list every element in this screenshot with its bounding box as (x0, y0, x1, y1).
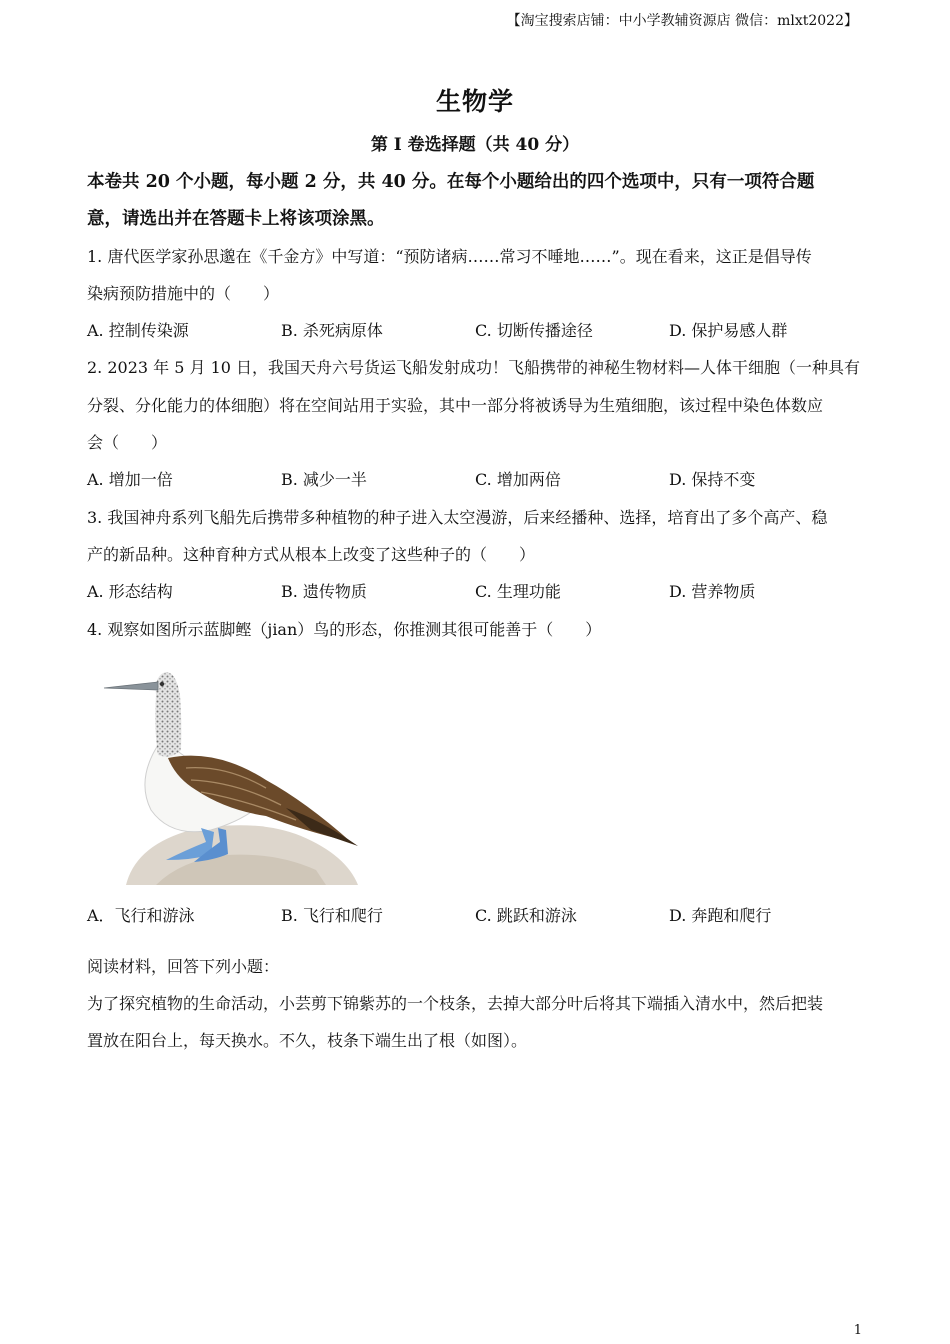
header-note: 【淘宝搜索店铺：中小学教辅资源店 微信：mlxt2022】 (506, 13, 858, 29)
q3-option-d: D. 营养物质 (669, 582, 756, 601)
instructions-line-1: 本卷共 20 个小题，每小题 2 分，共 40 分。在每个小题给出的四个选项中，只有一项符合题 (87, 172, 815, 192)
blue-footed-booby-illustration (96, 660, 366, 885)
q3-text-line-1: 3. 我国神舟系列飞船先后携带多种植物的种子进入太空漫游，后来经播种、选择，培育出了多个高产、稳 (87, 508, 828, 527)
q4-option-a: A．飞行和游泳 (87, 906, 195, 925)
q3-option-c: C. 生理功能 (475, 582, 561, 601)
q1-option-c: C. 切断传播途径 (475, 321, 593, 340)
q1-option-a: A. 控制传染源 (87, 321, 189, 340)
q2-option-b: B. 减少一半 (281, 470, 367, 489)
q1-text-line-2: 染病预防措施中的（ ） (87, 284, 280, 303)
q2-text-line-2: 分裂、分化能力的体细胞）将在空间站用于实验，其中一部分将被诱导为生殖细胞，该过程中染色体数应 (87, 396, 824, 415)
q2-option-a: A. 增加一倍 (87, 470, 173, 489)
q1-text-line-1: 1. 唐代医学家孙思邈在《千金方》中写道：“预防诸病……常习不唾地……”。现在看来，这正是倡导传 (87, 247, 812, 266)
section-subtitle: 第 I 卷选择题（共 40 分） (370, 135, 580, 155)
q4-option-c: C. 跳跃和游泳 (475, 906, 577, 925)
page-title: 生物学 (435, 87, 514, 116)
q4-option-b: B. 飞行和爬行 (281, 906, 383, 925)
q2-text-line-3: 会（ ） (87, 433, 168, 452)
q2-text-line-1: 2. 2023 年 5 月 10 日，我国天舟六号货运飞船发射成功！飞船携带的神秘生物材料—人体干细胞（一种具有 (87, 358, 861, 377)
q2-option-c: C. 增加两倍 (475, 470, 561, 489)
q3-option-b: B. 遗传物质 (281, 582, 367, 601)
reading-text-line-1: 为了探究植物的生命活动，小芸剪下锦紫苏的一个枝条，去掉大部分叶后将其下端插入清水中，然后把装 (87, 994, 824, 1013)
q1-option-d: D. 保护易感人群 (669, 321, 788, 340)
q4-text-line-1: 4. 观察如图所示蓝脚鲣（jian）鸟的形态，你推测其很可能善于（ ） (87, 620, 602, 639)
instructions-line-2: 意，请选出并在答题卡上将该项涂黑。 (87, 209, 385, 229)
reading-text-line-2: 置放在阳台上，每天换水。不久，枝条下端生出了根（如图）。 (87, 1031, 528, 1050)
q4-option-d: D. 奔跑和爬行 (669, 906, 772, 925)
reading-intro: 阅读材料，回答下列小题： (87, 957, 280, 976)
q1-option-b: B. 杀死病原体 (281, 321, 383, 340)
q3-text-line-2: 产的新品种。这种育种方式从根本上改变了这些种子的（ ） (87, 545, 536, 564)
page-number: 1 (853, 1323, 862, 1338)
q2-option-d: D. 保持不变 (669, 470, 756, 489)
q3-option-a: A. 形态结构 (87, 582, 173, 601)
